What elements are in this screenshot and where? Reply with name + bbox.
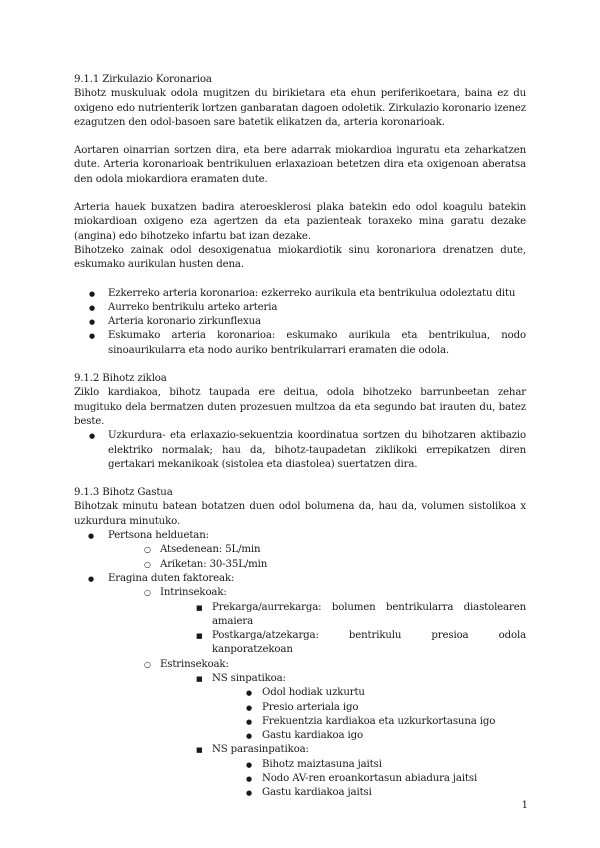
paragraph: Ziklo kardiakoa, bihotz taupada ere deitua, odola bihotzeko barrunbeetan zehar mugituko dela bermatzen duten prozesuen multzoa da eta segundo bat irauten du, batez beste.: [74, 387, 526, 427]
list-item: ● Presio arteriala igo: [246, 701, 526, 715]
artery-list: [74, 287, 526, 358]
list-item: ● Ezkerreko arteria koronarioa: ezkerreko aurikula eta bentrikulua odoleztatu ditu: [74, 287, 526, 301]
list-item: ● Eskumako arteria koronarioa: eskumako aurikula eta bentrikulua, nodo sinoaurikularra eta nodo auriko bentrikularrari eramaten die odola.: [74, 329, 526, 358]
list-item: ● Gastu kardiakoa igo: [246, 729, 526, 743]
list-item: ■ Prekarga/aurrekarga: bolumen bentrikularra diastolearen amaiera: [196, 601, 526, 630]
list-item-text: Pertsona helduetan:: [108, 530, 209, 542]
list-item: ● Arteria koronario zirkunflexua: [74, 315, 526, 329]
list-item: ● Odol hodiak uzkurtu: [246, 686, 526, 700]
paragraph: Bihotzeko zainak odol desoxigenatua miokardiotik sinu koronariora drenatzen dute, eskumako aurikulan husten dena.: [74, 244, 526, 271]
list-item: [74, 572, 526, 801]
list-item: [144, 658, 526, 801]
list-item: ● Aurreko bentrikulu arteko arteria: [74, 301, 526, 315]
gastua-tree: [74, 529, 526, 801]
list-item-text: NS parasinpatikoa:: [212, 744, 309, 756]
paragraph: Arteria hauek buxatzen badira ateroesklerosi plaka batekin edo odol koagulu batekin miokardioan oxigeno eza agertzen da eta pazienteak toraxeko mina garatu dezake (angina) edo bihotzeko infartu bat izan dezake.: [74, 202, 526, 242]
list-item: ● Gastu kardiakoa jaitsi: [246, 786, 526, 800]
list-item: ○ Atsedenean: 5L/min: [144, 543, 526, 557]
list-item: ■ Postkarga/atzekarga: bentrikulu presioa odola kanporatzekoan: [196, 629, 526, 658]
list-item-text: Estrinsekoak:: [160, 658, 229, 670]
list-item: ● Nodo AV-ren eroankortasun abiadura jaitsi: [246, 772, 526, 786]
list-item: [144, 586, 526, 657]
cycle-list: [74, 429, 526, 472]
list-item-text: NS sinpatikoa:: [212, 672, 286, 684]
list-item: [196, 743, 526, 800]
list-item: ● Bihotz maiztasuna jaitsi: [246, 758, 526, 772]
paragraph: Bihotz muskuluak odola mugitzen du birikietara eta ehun periferikoetara, baina ez du oxigeno edo nutrienterik lortzen ganbaratan dagoen odoletik. Zirkulazio koronario izenez ezagutzen den odol-basoen sare batetik elikatzen da, arteria koronarioak.: [74, 88, 526, 128]
list-item: ● Frekuentzia kardiakoa eta uzkurkortasuna igo: [246, 715, 526, 729]
section-heading-bihotz-zikloa: 9.1.2 Bihotz zikloa: [74, 373, 167, 385]
list-item-text: Eragina duten faktoreak:: [108, 572, 235, 584]
page-number: 1: [521, 800, 528, 811]
section-heading-zirkulazio-koronarioa: 9.1.1 Zirkulazio Koronarioa: [74, 74, 212, 85]
list-item: ● Uzkurdura- eta erlaxazio-sekuentzia koordinatua sortzen du bihotzaren aktibazio elektriko normalak; hau da, bihotz-taupadetan ziklikoki errepikatzen diren gertakari mekanikoak (sistolea eta diastolea) suertatzen dira.: [74, 429, 526, 472]
list-item: [196, 672, 526, 743]
paragraph: Aortaren oinarrian sortzen dira, eta bere adarrak miokardioa inguratu eta zeharkatzen dute. Arteria koronarioak bentrikuluen erlaxazioan betetzen dira eta oxigenoan aberatsa den odola miokardiora eramaten dute.: [74, 145, 526, 185]
list-item: [74, 529, 526, 572]
list-item-text: Intrinsekoak:: [160, 587, 227, 599]
list-item: ○ Ariketan: 30-35L/min: [144, 558, 526, 572]
section-heading-bihotz-gastua: 9.1.3 Bihotz Gastua: [74, 487, 173, 499]
page-content: [74, 73, 526, 801]
paragraph: Bihotzak minutu batean botatzen duen odol bolumena da, hau da, volumen sistolikoa x uzkurdura minutuko.: [74, 501, 526, 527]
